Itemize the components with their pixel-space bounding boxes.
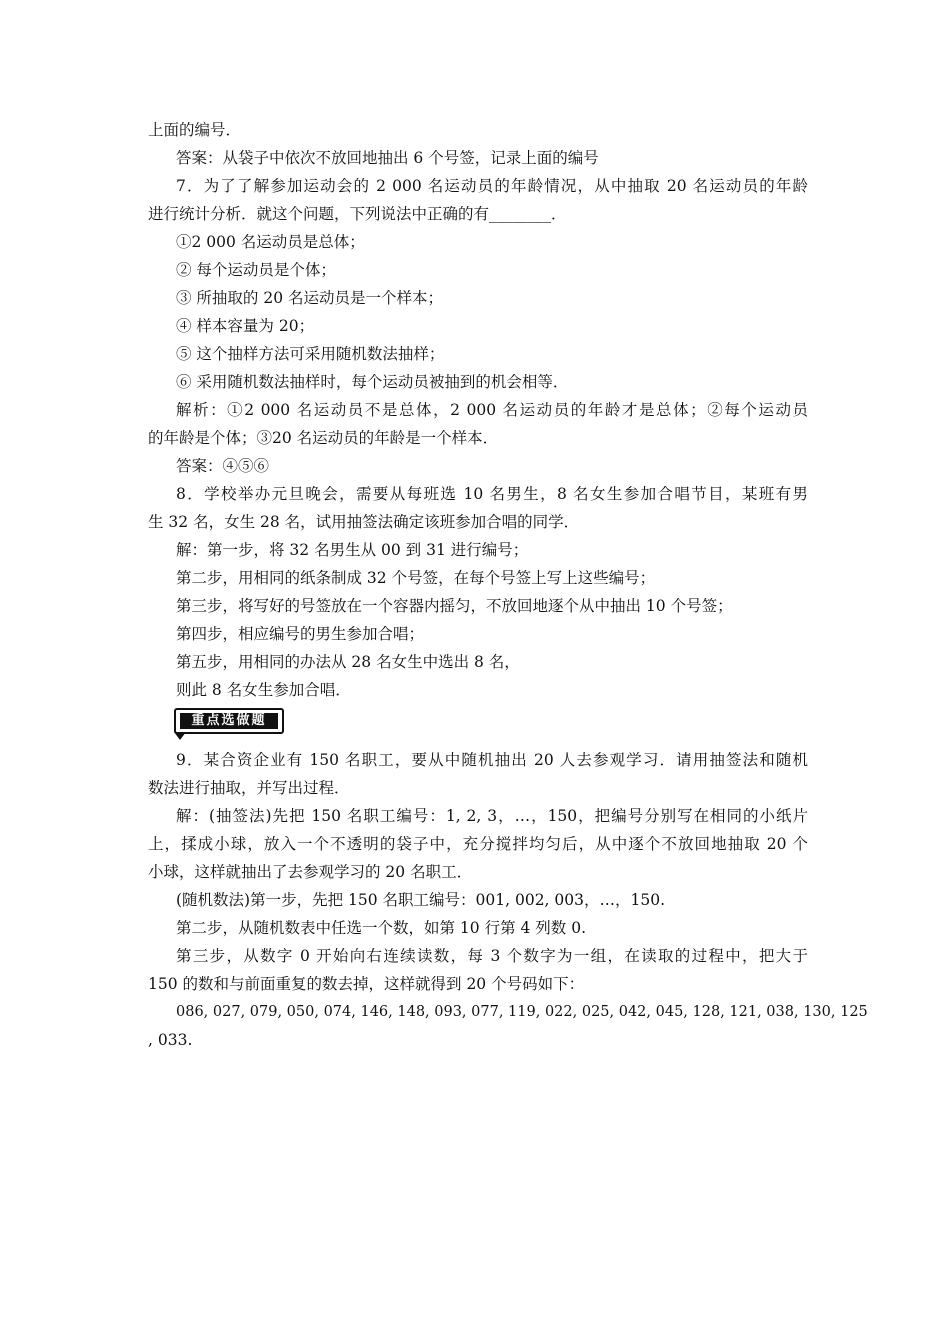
step-line: 第二步，用相同的纸条制成 32 个号签，在每个号签上写上这些编号； xyxy=(176,569,656,587)
option-4: ④ 样本容量为 20； xyxy=(176,317,315,335)
question-9: 9．某合资企业有 150 名职工，要从中随机抽出 20 人去参观学习．请用抽签法和随机 xyxy=(176,751,808,769)
analysis-line: 解析：①2 000 名运动员不是总体，2 000 名运动员的年龄才是总体；②每个运动员 xyxy=(176,401,808,419)
text-line: 的年龄是个体；③20 名运动员的年龄是一个样本． xyxy=(148,429,499,447)
document-body xyxy=(148,116,868,1054)
question-7: 7．为了了解参加运动会的 2 000 名运动员的年龄情况，从中抽取 20 名运动员的年龄 xyxy=(176,177,808,195)
solution-line: 解：第一步，将 32 名男生从 00 到 31 进行编号； xyxy=(176,541,529,559)
text-line: 生 32 名，女生 28 名，试用抽签法确定该班参加合唱的同学． xyxy=(148,513,580,531)
step-line: (随机数法)第一步，先把 150 名职工编号：001, 002, 003，…，150. xyxy=(176,891,666,909)
option-2: ② 每个运动员是个体； xyxy=(176,261,336,279)
section-banner-label: 重点选做题 xyxy=(180,713,278,729)
text-line: 数法进行抽取，并写出过程． xyxy=(148,779,350,797)
step-line: 第四步，相应编号的男生参加合唱； xyxy=(176,625,425,643)
number-list-end: , 033. xyxy=(148,1031,193,1049)
text-line: 上面的编号． xyxy=(148,121,242,139)
option-1: ①2 000 名运动员是总体； xyxy=(176,233,365,251)
step-line: 第五步，用相同的办法从 28 名女生中选出 8 名， xyxy=(176,653,520,671)
option-6: ⑥ 采用随机数法抽样时，每个运动员被抽到的机会相等． xyxy=(176,373,569,391)
option-5: ⑤ 这个抽样方法可采用随机数法抽样； xyxy=(176,345,445,363)
answer-line: 答案：从袋子中依次不放回地抽出 6 个号签，记录上面的编号 xyxy=(176,149,599,167)
text-line: 小球，这样就抽出了去参观学习的 20 名职工． xyxy=(148,863,473,881)
section-banner-row xyxy=(148,704,808,746)
answer-line: 答案：④⑤⑥ xyxy=(176,457,270,475)
step-line: 第二步，从随机数表中任选一个数，如第 10 行第 4 列数 0. xyxy=(176,919,587,937)
text-line: 进行统计分析．就这个问题，下列说法中正确的有________． xyxy=(148,205,567,223)
banner-pointer-icon xyxy=(174,732,186,740)
text-line: 则此 8 名女生参加合唱． xyxy=(176,681,351,699)
section-banner xyxy=(174,708,284,734)
text-line: 150 的数和与前面重复的数去掉，这样就得到 20 个号码如下： xyxy=(148,975,585,993)
number-list: 086, 027, 079, 050, 074, 146, 148, 093, 077, 119, 022, 025, 042, 045, 128, 121, 038, 130, 125 xyxy=(176,1004,868,1020)
solution-line: 解：(抽签法)先把 150 名职工编号：1, 2, 3，…，150，把编号分别写在相同的小纸片 xyxy=(176,807,808,825)
step-line: 第三步，从数字 0 开始向右连续读数，每 3 个数字为一组，在读取的过程中，把大于 xyxy=(176,947,808,965)
text-line: 上，揉成小球，放入一个不透明的袋子中，充分搅拌均匀后，从中逐个不放回地抽取 20 个 xyxy=(148,835,808,853)
option-3: ③ 所抽取的 20 名运动员是一个样本； xyxy=(176,289,444,307)
question-8: 8．学校举办元旦晚会，需要从每班选 10 名男生，8 名女生参加合唱节目，某班有男 xyxy=(176,485,808,503)
step-line: 第三步，将写好的号签放在一个容器内摇匀，不放回地逐个从中抽出 10 个号签； xyxy=(176,597,733,615)
